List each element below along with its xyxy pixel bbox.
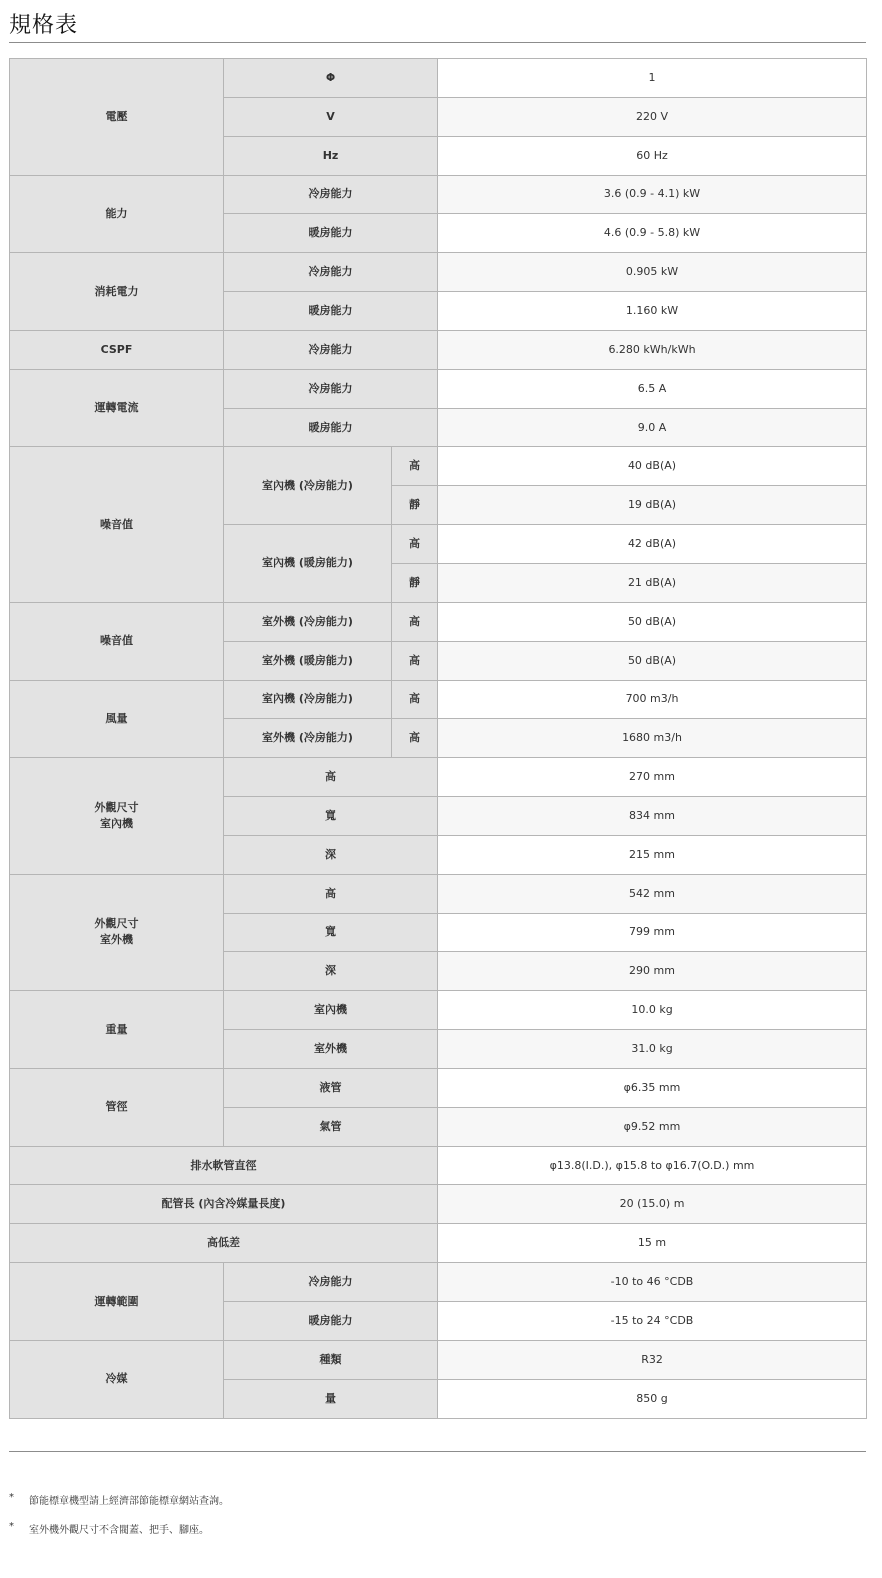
value-range-heat: -15 to 24 °CDB — [438, 1302, 867, 1341]
value-outdoor-cool: 50 dB(A) — [438, 602, 867, 641]
sub-header-outdoor-heat: 室外機 (暖房能力) — [224, 641, 392, 680]
sub-header-weight-indoor: 室內機 — [224, 991, 438, 1030]
asterisk-mark: * — [9, 1521, 14, 1532]
table-row — [10, 1224, 867, 1263]
title-divider — [9, 42, 866, 43]
table-row — [10, 369, 867, 408]
value-indoor-heat-high: 42 dB(A) — [438, 525, 867, 564]
table-row — [10, 680, 867, 719]
sub-header-depth: 深 — [224, 835, 438, 874]
table-row — [10, 602, 867, 641]
sub-header-depth: 深 — [224, 952, 438, 991]
sub-header-cspf-cool: 冷房能力 — [224, 330, 438, 369]
sub-header-pipe-liquid: 液管 — [224, 1068, 438, 1107]
row-header-power: 電壓 — [10, 59, 224, 176]
footnote — [9, 1492, 866, 1521]
value-airflow-indoor: 700 m3/h — [438, 680, 867, 719]
sub-header-current-cool: 冷房能力 — [224, 369, 438, 408]
row-header-refrigerant: 冷媒 — [10, 1340, 224, 1418]
mode-high: 高 — [392, 447, 438, 486]
sub-header-width: 寬 — [224, 797, 438, 836]
page-title: 規格表 — [9, 13, 79, 38]
outdoor-unit-label: 室外機 — [100, 933, 133, 947]
mode-high: 高 — [392, 602, 438, 641]
value-capacity-heat: 4.6 (0.9 - 5.8) kW — [438, 214, 867, 253]
sub-header-consumption-heat: 暖房能力 — [224, 292, 438, 331]
mode-high: 高 — [392, 680, 438, 719]
table-row — [10, 1185, 867, 1224]
table-row — [10, 1263, 867, 1302]
sub-header-airflow-outdoor: 室外機 (冷房能力) — [224, 719, 392, 758]
value-cspf: 6.280 kWh/kWh — [438, 330, 867, 369]
sub-header-indoor-heat: 室內機 (暖房能力) — [224, 525, 392, 603]
value-pipe-length: 20 (15.0) m — [438, 1185, 867, 1224]
value-outdoor-width: 799 mm — [438, 913, 867, 952]
sub-header-range-heat: 暖房能力 — [224, 1302, 438, 1341]
spec-table — [9, 58, 867, 1419]
table-row — [10, 991, 867, 1030]
value-outdoor-height: 542 mm — [438, 874, 867, 913]
row-header-operating-range: 運轉範圍 — [10, 1263, 224, 1341]
mode-quiet: 靜 — [392, 486, 438, 525]
footnotes — [9, 1492, 866, 1550]
value-capacity-cool: 3.6 (0.9 - 4.1) kW — [438, 175, 867, 214]
value-frequency: 60 Hz — [438, 136, 867, 175]
row-header-cspf: CSPF — [10, 330, 224, 369]
sub-header-width: 寬 — [224, 913, 438, 952]
sub-header-current-heat: 暖房能力 — [224, 408, 438, 447]
row-header-consumption: 消耗電力 — [10, 253, 224, 331]
sub-header-capacity-cool: 冷房能力 — [224, 175, 438, 214]
value-pipe-gas: φ9.52 mm — [438, 1107, 867, 1146]
table-row — [10, 1340, 867, 1379]
value-current-cool: 6.5 A — [438, 369, 867, 408]
value-indoor-width: 834 mm — [438, 797, 867, 836]
asterisk-mark: * — [9, 1492, 14, 1503]
dimensions-label: 外觀尺寸 — [94, 917, 139, 931]
value-drain: φ13.8(I.D.), φ15.8 to φ16.7(O.D.) mm — [438, 1146, 867, 1185]
dimensions-label: 外觀尺寸 — [94, 800, 139, 814]
value-indoor-cool-high: 40 dB(A) — [438, 447, 867, 486]
table-row — [10, 447, 867, 486]
mode-high: 高 — [392, 719, 438, 758]
sub-header-frequency: Hz — [224, 136, 438, 175]
row-header-height-difference: 高低差 — [10, 1224, 438, 1263]
sub-header-voltage: V — [224, 97, 438, 136]
table-row — [10, 1068, 867, 1107]
footer-divider — [9, 1451, 866, 1452]
value-airflow-outdoor: 1680 m3/h — [438, 719, 867, 758]
value-range-cool: -10 to 46 °CDB — [438, 1263, 867, 1302]
sub-header-outdoor-cool: 室外機 (冷房能力) — [224, 602, 392, 641]
mode-quiet: 靜 — [392, 563, 438, 602]
value-weight-indoor: 10.0 kg — [438, 991, 867, 1030]
sub-header-phase: Φ — [224, 59, 438, 98]
sub-header-capacity-heat: 暖房能力 — [224, 214, 438, 253]
sub-header-weight-outdoor: 室外機 — [224, 1030, 438, 1069]
table-row — [10, 330, 867, 369]
sub-header-refrigerant-amount: 量 — [224, 1379, 438, 1418]
mode-high: 高 — [392, 525, 438, 564]
value-indoor-heat-quiet: 21 dB(A) — [438, 563, 867, 602]
sub-header-indoor-cool: 室內機 (冷房能力) — [224, 447, 392, 525]
row-header-dimensions-indoor — [10, 758, 224, 875]
value-consumption-heat: 1.160 kW — [438, 292, 867, 331]
mode-high: 高 — [392, 641, 438, 680]
footnote-text: 節能標章機型請上經濟部節能標章網站查詢。 — [29, 1496, 229, 1507]
value-weight-outdoor: 31.0 kg — [438, 1030, 867, 1069]
row-header-noise-outdoor: 噪音值 — [10, 602, 224, 680]
value-refrigerant-type: R32 — [438, 1340, 867, 1379]
footnote-text: 室外機外觀尺寸不含閥蓋、把手、腳座。 — [29, 1525, 209, 1536]
row-header-weight: 重量 — [10, 991, 224, 1069]
value-indoor-cool-quiet: 19 dB(A) — [438, 486, 867, 525]
row-header-current: 運轉電流 — [10, 369, 224, 447]
row-header-pipe-length: 配管長 (內含冷媒量長度) — [10, 1185, 438, 1224]
indoor-unit-label: 室內機 — [100, 816, 133, 830]
table-row — [10, 874, 867, 913]
sub-header-pipe-gas: 氣管 — [224, 1107, 438, 1146]
value-consumption-cool: 0.905 kW — [438, 253, 867, 292]
sub-header-airflow-indoor: 室內機 (冷房能力) — [224, 680, 392, 719]
row-header-noise-indoor: 噪音值 — [10, 447, 224, 602]
value-phase: 1 — [438, 59, 867, 98]
table-row — [10, 175, 867, 214]
value-indoor-depth: 215 mm — [438, 835, 867, 874]
value-voltage: 220 V — [438, 97, 867, 136]
row-header-pipe: 管徑 — [10, 1068, 224, 1146]
row-header-capacity: 能力 — [10, 175, 224, 253]
sub-header-refrigerant-type: 種類 — [224, 1340, 438, 1379]
value-refrigerant-amount: 850 g — [438, 1379, 867, 1418]
value-pipe-liquid: φ6.35 mm — [438, 1068, 867, 1107]
row-header-airflow: 風量 — [10, 680, 224, 758]
value-indoor-height: 270 mm — [438, 758, 867, 797]
value-outdoor-depth: 290 mm — [438, 952, 867, 991]
value-height-difference: 15 m — [438, 1224, 867, 1263]
value-current-heat: 9.0 A — [438, 408, 867, 447]
footnote — [9, 1521, 866, 1550]
row-header-drain: 排水軟管直徑 — [10, 1146, 438, 1185]
sub-header-consumption-cool: 冷房能力 — [224, 253, 438, 292]
sub-header-height: 高 — [224, 758, 438, 797]
value-outdoor-heat: 50 dB(A) — [438, 641, 867, 680]
sub-header-range-cool: 冷房能力 — [224, 1263, 438, 1302]
table-row — [10, 1146, 867, 1185]
table-row — [10, 59, 867, 98]
table-row — [10, 253, 867, 292]
sub-header-height: 高 — [224, 874, 438, 913]
table-row — [10, 758, 867, 797]
row-header-dimensions-outdoor — [10, 874, 224, 991]
